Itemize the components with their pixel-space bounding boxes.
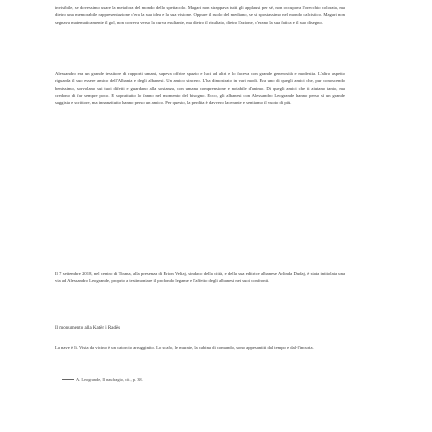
section-heading: Il monumento alla Katër i Radës xyxy=(55,326,121,331)
footnote: A. Leogrande, Il naufragio, cit., p. 38. xyxy=(76,377,143,382)
paragraph-quote: La nave è lì. Vista da vicino è un catorcio arrugginito. Lo scafo, le murate, la cabina di comando, sono appesantiti dal tempo e dal-l'incuria. xyxy=(55,345,314,350)
paragraph-opening: invisibile, se dovessimo usare la metafora del mondo dello spettacolo. Magari non strappava tutti gli applausi per sé, non occupava l'orecchio colorata, ma dietro una memorabile rappresentazione c'era la sua idea e la sua visione. Oppure il ruolo del mediano, se si spostassimo nel mondo calcistico. Magari non segnava matematicamente il gol, non correva verso la curva esultante, ma dietro il risultato, dietro l'azione, c'erano la sua fatica e il suo disegno. xyxy=(55,5,345,25)
footnote-divider xyxy=(62,379,74,380)
paragraph-friendship: Alessandro era un grande tessitore di rapporti umani, sapeva offrire spazio e luci ad altri e lo faceva con grande generosità e modestia. L'altro aspetto riguarda il suo essere amico dell'Albania e degli albanesi. Un amico sincero. L'ha dimostrato in vari modi. Era uno di quegli amici che, pur conoscendo benissimo, sorvolano sui tuoi difetti e guardano alla sostanza, con umana comprensione e notabile d'animo. Di quegli amici che ti aiutano tanto, ma credono di far sempre poco. E soprattutto lo fanno nel momento del bisogno. Ecco, gli albanesi con Alessandro Leogrande hanno perso sì un grande saggista e scrittore, ma innanzitutto hanno perso un amico. Per questo, la perdita è davvero lacerante e sentiamo il vuoto di più. xyxy=(55,71,345,106)
paragraph-street-dedication: Il 7 settembre 2018, nel centro di Tirana, alla presenza di Erion Veliaj, sindaco della città, e della sua editrice albanese Arlinda Dudaj, è stata intitolata una via ad Alessandro Leogrande, proprio a testimoniare il profondo legame e l'affetto degli albanesi nei suoi confronti. xyxy=(55,271,345,284)
